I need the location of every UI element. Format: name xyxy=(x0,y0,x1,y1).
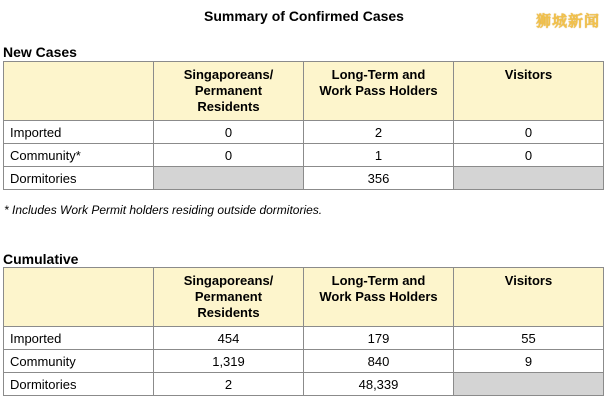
cell-value: 840 xyxy=(304,350,454,373)
page-title: Summary of Confirmed Cases xyxy=(204,8,404,24)
cell-not-applicable xyxy=(154,167,304,190)
header-visitors: Visitors xyxy=(454,62,604,121)
new-cases-table xyxy=(3,61,604,190)
header-corner xyxy=(4,62,154,121)
table-row xyxy=(4,327,604,350)
cell-value: 0 xyxy=(154,144,304,167)
cell-value: 454 xyxy=(154,327,304,350)
row-label: Imported xyxy=(4,121,154,144)
table-row xyxy=(4,167,604,190)
cell-value: 356 xyxy=(304,167,454,190)
cell-value: 1 xyxy=(304,144,454,167)
table-row xyxy=(4,121,604,144)
row-label: Dormitories xyxy=(4,373,154,396)
row-label: Imported xyxy=(4,327,154,350)
header-sg-pr: Singaporeans/ Permanent Residents xyxy=(154,62,304,121)
cell-not-applicable xyxy=(454,167,604,190)
table-header-row xyxy=(4,268,604,327)
header-long-term: Long-Term and Work Pass Holders xyxy=(304,62,454,121)
row-label: Dormitories xyxy=(4,167,154,190)
row-label: Community* xyxy=(4,144,154,167)
cell-value: 48,339 xyxy=(304,373,454,396)
cell-value: 0 xyxy=(154,121,304,144)
cell-value: 2 xyxy=(154,373,304,396)
table-header-row xyxy=(4,62,604,121)
cell-value: 1,319 xyxy=(154,350,304,373)
cell-value: 0 xyxy=(454,121,604,144)
header-sg-pr: Singaporeans/ Permanent Residents xyxy=(154,268,304,327)
watermark-logo: 狮城新闻 xyxy=(535,12,600,30)
table-row xyxy=(4,373,604,396)
cumulative-heading: Cumulative xyxy=(3,251,79,267)
cell-value: 55 xyxy=(454,327,604,350)
cell-value: 2 xyxy=(304,121,454,144)
header-long-term: Long-Term and Work Pass Holders xyxy=(304,268,454,327)
cell-value: 179 xyxy=(304,327,454,350)
footnote: * Includes Work Permit holders residing outside dormitories. xyxy=(4,203,323,217)
new-cases-heading: New Cases xyxy=(3,44,77,60)
cumulative-table xyxy=(3,267,604,396)
row-label: Community xyxy=(4,350,154,373)
header-corner xyxy=(4,268,154,327)
cell-value: 9 xyxy=(454,350,604,373)
cell-value: 0 xyxy=(454,144,604,167)
table-row xyxy=(4,144,604,167)
cell-not-applicable xyxy=(454,373,604,396)
header-visitors: Visitors xyxy=(454,268,604,327)
table-row xyxy=(4,350,604,373)
